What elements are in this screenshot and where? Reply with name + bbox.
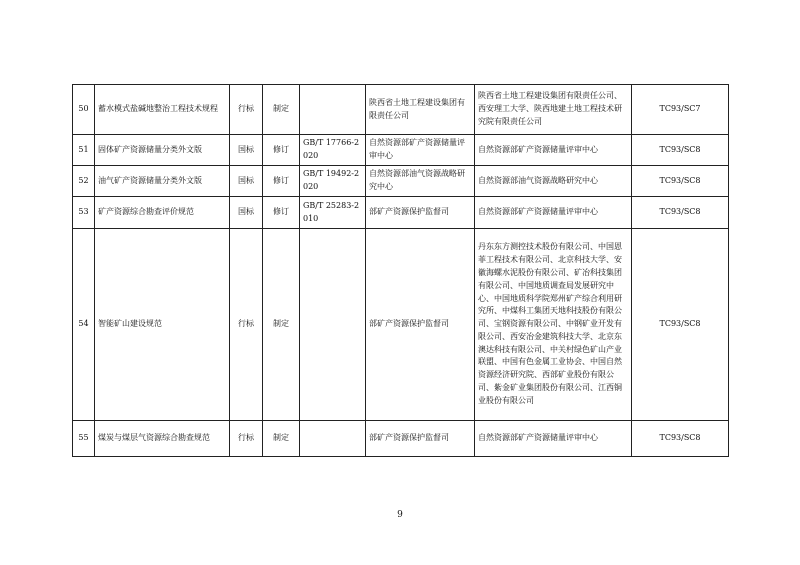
- standards-table: [72, 84, 729, 457]
- committee-code: TC93/SC8: [632, 135, 729, 166]
- standard-type: 国标: [230, 197, 263, 229]
- replaced-standard: GB/T 17766-2020: [300, 135, 366, 166]
- committee-code: TC93/SC8: [632, 166, 729, 197]
- replaced-standard: [300, 85, 366, 135]
- standard-type: 行标: [230, 85, 263, 135]
- standard-name: 矿产资源综合勘查评价规范: [95, 197, 230, 229]
- row-number: 52: [73, 166, 95, 197]
- row-number: 55: [73, 421, 95, 457]
- standard-nature: 制定: [263, 421, 300, 457]
- standard-name: 智能矿山建设规范: [95, 229, 230, 421]
- drafting-units: 自然资源部矿产资源储量评审中心: [475, 421, 632, 457]
- standard-type: 行标: [230, 229, 263, 421]
- replaced-standard: [300, 421, 366, 457]
- table-row: [73, 229, 729, 421]
- committee-code: TC93/SC8: [632, 421, 729, 457]
- competent-unit: 部矿产资源保护监督司: [366, 197, 475, 229]
- standard-nature: 制定: [263, 85, 300, 135]
- drafting-units: 自然资源部矿产资源储量评审中心: [475, 197, 632, 229]
- table-row: [73, 135, 729, 166]
- competent-unit: 自然资源部油气资源战略研究中心: [366, 166, 475, 197]
- competent-unit: 自然资源部矿产资源储量评审中心: [366, 135, 475, 166]
- row-number: 50: [73, 85, 95, 135]
- standard-nature: 修订: [263, 166, 300, 197]
- standard-nature: 修订: [263, 135, 300, 166]
- competent-unit: 部矿产资源保护监督司: [366, 421, 475, 457]
- drafting-units: 丹东东方测控技术股份有限公司、中国恩菲工程技术有限公司、北京科技大学、安徽海螺水泥股份有限公司、矿冶科技集团有限公司、中国地质调查局发展研究中心、中国地质科学院郑州矿产综合利用研究所、中煤科工集团天地科技股份有限公司、宝钢资源有限公司、中钢矿业开发有限公司、西安冶金建筑科技大学、北京东澳达科技有限公司、中关村绿色矿山产业联盟、中国有色金属工业协会、中国自然资源经济研究院、西部矿业股份有限公司、紫金矿业集团股份有限公司、江西铜业股份有限公司: [475, 229, 632, 421]
- committee-code: TC93/SC8: [632, 197, 729, 229]
- drafting-units: 陕西省土地工程建设集团有限责任公司、西安理工大学、陕西地建土地工程技术研究院有限责任公司: [475, 85, 632, 135]
- row-number: 51: [73, 135, 95, 166]
- committee-code: TC93/SC7: [632, 85, 729, 135]
- drafting-units: 自然资源部油气资源战略研究中心: [475, 166, 632, 197]
- table-row: [73, 85, 729, 135]
- page-number: 9: [397, 510, 403, 520]
- standard-name: 固体矿产资源储量分类外文版: [95, 135, 230, 166]
- drafting-units: 自然资源部矿产资源储量评审中心: [475, 135, 632, 166]
- standard-type: 国标: [230, 135, 263, 166]
- competent-unit: 部矿产资源保护监督司: [366, 229, 475, 421]
- committee-code: TC93/SC8: [632, 229, 729, 421]
- row-number: 54: [73, 229, 95, 421]
- replaced-standard: GB/T 19492-2020: [300, 166, 366, 197]
- standard-name: 煤炭与煤层气资源综合勘查规范: [95, 421, 230, 457]
- table-row: [73, 197, 729, 229]
- standard-type: 国标: [230, 166, 263, 197]
- table-row: [73, 166, 729, 197]
- table-row: [73, 421, 729, 457]
- standard-type: 行标: [230, 421, 263, 457]
- standard-name: 油气矿产资源储量分类外文版: [95, 166, 230, 197]
- row-number: 53: [73, 197, 95, 229]
- standard-nature: 修订: [263, 197, 300, 229]
- standard-name: 蓄水模式盐碱地整治工程技术规程: [95, 85, 230, 135]
- replaced-standard: [300, 229, 366, 421]
- standard-nature: 制定: [263, 229, 300, 421]
- competent-unit: 陕西省土地工程建设集团有限责任公司: [366, 85, 475, 135]
- replaced-standard: GB/T 25283-2010: [300, 197, 366, 229]
